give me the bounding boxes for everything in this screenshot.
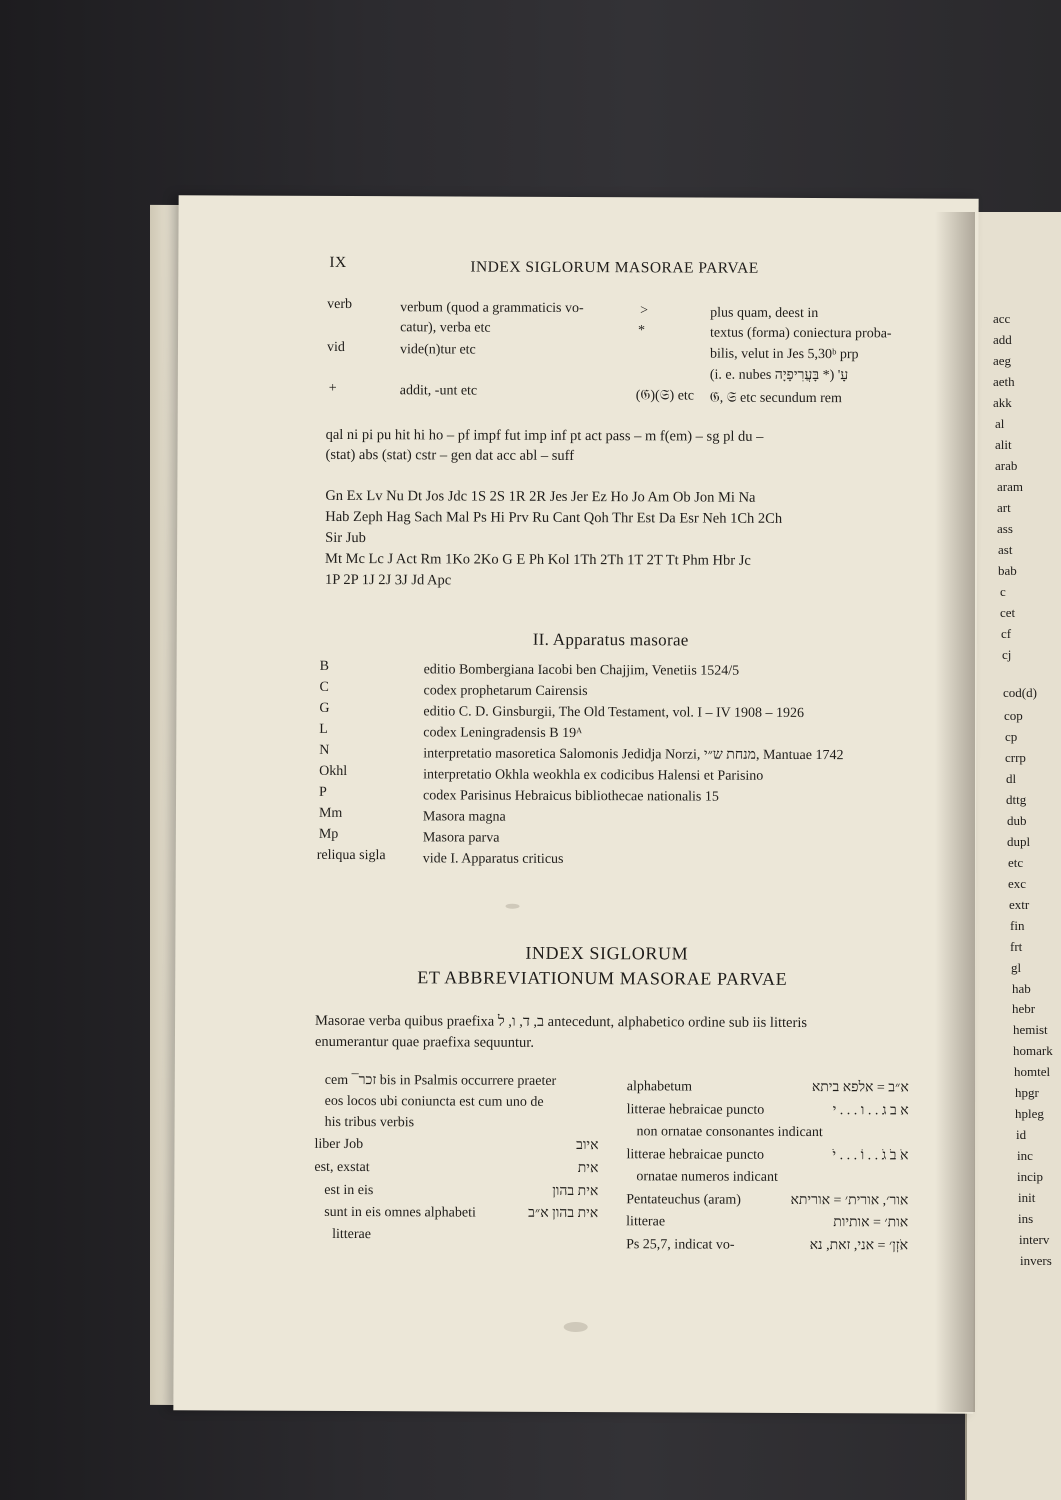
sigla-text: editio Bombergiana Iacobi ben Chajjim, Venetiis 1524/5 [423, 662, 740, 679]
abbr-text: 𝔊, 𝔖 etc secundum rem [709, 390, 842, 407]
margin-abbr: dttg [1006, 792, 1027, 807]
margin-abbr: dub [1007, 813, 1027, 828]
index-right-hebrew: אֹזְן׳ = אני, זאת, נא [809, 1238, 909, 1254]
margin-abbr: art [997, 500, 1011, 515]
index-right-latin: litterae [626, 1214, 666, 1230]
page-number: IX [329, 253, 347, 271]
index-title-line2: ET ABBREVIATIONUM MASORAE PARVAE [417, 967, 788, 989]
margin-abbr: hpleg [1015, 1106, 1044, 1121]
index-right-latin: alphabetum [626, 1079, 693, 1095]
book-page [173, 195, 978, 1413]
index-left-hebrew: אית [577, 1161, 599, 1177]
margin-abbr: aeth [993, 374, 1015, 389]
margin-abbr: hebr [1012, 1001, 1036, 1016]
margin-abbr: al [995, 416, 1005, 431]
grammar-line: qal ni pi pu hit hi ho – pf impf fut imp inf pt act pass – m f(em) – sg pl du – [325, 426, 764, 445]
margin-abbr: ast [998, 542, 1013, 557]
margin-abbr: etc [1008, 855, 1024, 870]
sigla-key: B [319, 658, 329, 674]
index-left-hebrew: אית בהון [552, 1183, 599, 1200]
margin-abbr: cp [1005, 729, 1018, 744]
books-line: Sir Jub [325, 529, 366, 547]
sigla-key: G [319, 700, 330, 716]
index-left-latin: est, exstat [314, 1159, 370, 1176]
abbr-key: + [328, 380, 337, 396]
page-smudge [506, 904, 520, 909]
index-right-hebrew: אור׳, אורית׳ = אוריתא [790, 1192, 909, 1209]
index-left-hebrew: אית בהון א״ב [528, 1205, 599, 1222]
margin-abbr: aram [997, 479, 1023, 494]
index-right-latin: litterae hebraicae puncto [626, 1102, 765, 1118]
abbr-text: catur), verba etc [400, 320, 491, 336]
index-right-latin: litterae hebraicae puncto [626, 1147, 765, 1163]
abbr-text: bilis, velut in Jes 5,30ᵇ prp [709, 346, 859, 363]
margin-abbr: dupl [1007, 834, 1031, 849]
sigla-text: Masora parva [422, 830, 500, 846]
abbr-key: (𝔊)(𝔖) etc [635, 388, 695, 404]
index-left-latin: est in eis [324, 1182, 374, 1199]
abbr-key: > [640, 303, 649, 319]
margin-abbr: homark [1013, 1043, 1053, 1058]
margin-abbr: extr [1009, 897, 1030, 912]
books-line: Hab Zeph Hag Sach Mal Ps Hi Prv Ru Cant Qoh Thr Est Da Esr Neh 1Ch 2Ch [325, 508, 783, 527]
index-right-hebrew: אות׳ = אותיות [833, 1215, 909, 1231]
sigla-key: Mm [318, 805, 343, 821]
sigla-text: codex prophetarum Cairensis [423, 683, 588, 700]
margin-abbr: aeg [993, 353, 1012, 368]
margin-abbr: dl [1006, 771, 1017, 786]
abbr-hebrew-example: עָ' (* בָּעֲרִיפָיָה i. e. nubes) [709, 367, 849, 384]
index-intro: Masorae verba quibus praefixa ב, ד, ו, ל antecedunt, alphabetico ordine sub iis litteris [315, 1012, 808, 1032]
grammar-line: (stat) abs (stat) cstr – gen dat acc abl – suff [325, 446, 575, 464]
index-right-hebrew: אֹ בֹ גֹ . . וֹ . . . יֹ [832, 1148, 909, 1164]
index-right-hebrew: א״ב = אלפא ביתא [811, 1080, 909, 1096]
index-right-latin: Pentateuchus (aram) [626, 1192, 741, 1208]
margin-abbr: cop [1004, 708, 1023, 723]
sigla-key: P [319, 784, 327, 800]
margin-abbr: cod(d) [1003, 685, 1037, 700]
running-title: INDEX SIGLORUM MASORAE PARVAE [470, 258, 759, 277]
margin-abbr: bab [998, 563, 1017, 578]
sigla-key: Mp [318, 826, 339, 842]
sigla-key: Okhl [319, 763, 348, 780]
margin-abbr: ass [997, 521, 1013, 536]
margin-abbr: interv [1019, 1232, 1050, 1247]
abbr-text: addit, -unt etc [399, 383, 478, 399]
margin-abbr: frt [1010, 939, 1023, 954]
sigla-text: editio C. D. Ginsburgii, The Old Testament, vol. I – IV 1908 – 1926 [423, 704, 805, 721]
sigla-key: C [319, 679, 329, 695]
sigla-key: L [319, 721, 328, 737]
margin-abbr: acc [993, 311, 1011, 326]
margin-abbr: hab [1012, 981, 1031, 996]
margin-abbr: inc [1017, 1148, 1033, 1163]
index-left-hebrew: איוב [576, 1138, 599, 1154]
sigla-text: codex Leningradensis B 19ᴬ [423, 725, 583, 742]
index-left-latin: cem ¯זכר bis in Psalmis occurrere praeter [324, 1072, 557, 1089]
margin-abbr: homtel [1014, 1064, 1051, 1079]
abbr-key: * [638, 323, 646, 339]
margin-abbr: cf [1001, 626, 1012, 641]
index-left-latin: his tribus verbis [324, 1114, 415, 1131]
abbr-key: verb [327, 296, 353, 313]
index-left-latin: eos locos ubi coniuncta est cum uno de [324, 1093, 544, 1110]
abbr-text: verbum (quod a grammaticis vo- [400, 300, 584, 317]
index-intro: enumerantur quae praefixa sequuntur. [314, 1033, 535, 1051]
abbr-text: plus quam, deest in [710, 305, 819, 322]
books-line: Mt Mc Lc J Act Rm 1Ko 2Ko G E Ph Kol 1Th 2Th 1T 2T Tt Phm Hbr Jc [325, 550, 751, 569]
index-left-latin: sunt in eis omnes alphabeti [324, 1204, 476, 1221]
section-title: II. Apparatus masorae [532, 629, 689, 650]
margin-abbr: hpgr [1015, 1085, 1039, 1100]
sigla-text: codex Parisinus Hebraicus bibliothecae nationalis 15 [423, 788, 719, 805]
books-line: Gn Ex Lv Nu Dt Jos Jdc 1S 2S 1R 2R Jes Jer Ez Ho Jo Am Ob Jon Mi Na [325, 487, 756, 506]
margin-abbr: arab [995, 458, 1018, 473]
sigla-text: Masora magna [422, 809, 506, 825]
book-gutter-shadow [935, 212, 975, 1412]
abbr-key: vid [326, 339, 345, 355]
index-right-latin: non ornatae consonantes indicant [636, 1124, 823, 1141]
index-left-latin: litterae [332, 1226, 372, 1243]
margin-abbr: cet [1000, 605, 1016, 620]
margin-abbr: alit [995, 437, 1012, 452]
margin-abbr: fin [1010, 918, 1025, 933]
sigla-text: interpretatio masoretica Salomonis Jedidja Norzi, מנחת ש״י, Mantuae 1742 [423, 746, 844, 764]
index-right-latin: Ps 25,7, indicat vo- [626, 1237, 735, 1253]
margin-abbr: add [993, 332, 1012, 347]
margin-abbr: c [1000, 584, 1006, 599]
index-left-latin: liber Job [314, 1136, 364, 1153]
margin-abbr: crrp [1005, 750, 1026, 765]
abbr-text: vide(n)tur etc [399, 342, 476, 358]
page-smudge [564, 1322, 588, 1332]
margin-abbr: init [1018, 1190, 1036, 1205]
sigla-text: interpretatio Okhla weokhla ex codicibus Halensi et Parisino [423, 767, 764, 784]
margin-abbr: cj [1002, 647, 1012, 662]
margin-abbr: incip [1017, 1169, 1043, 1184]
margin-abbr: gl [1011, 960, 1022, 975]
sigla-key: N [319, 742, 330, 758]
index-title-line1: INDEX SIGLORUM [525, 942, 689, 964]
margin-abbr: invers [1020, 1253, 1052, 1268]
books-line: 1P 2P 1J 2J 3J Jd Apc [324, 571, 452, 589]
margin-abbr: hemist [1013, 1022, 1048, 1037]
sigla-text: vide I. Apparatus criticus [422, 851, 564, 867]
margin-abbr: akk [993, 395, 1012, 410]
margin-abbr: id [1016, 1127, 1027, 1142]
margin-abbr: ins [1018, 1211, 1034, 1226]
index-right-hebrew: א ב ג . . ו . . . י [832, 1103, 909, 1119]
sigla-key: reliqua sigla [316, 847, 386, 864]
margin-abbr: exc [1008, 876, 1027, 891]
index-right-latin: ornatae numeros indicant [636, 1169, 778, 1185]
abbr-text: textus (forma) coniectura proba- [710, 325, 892, 342]
